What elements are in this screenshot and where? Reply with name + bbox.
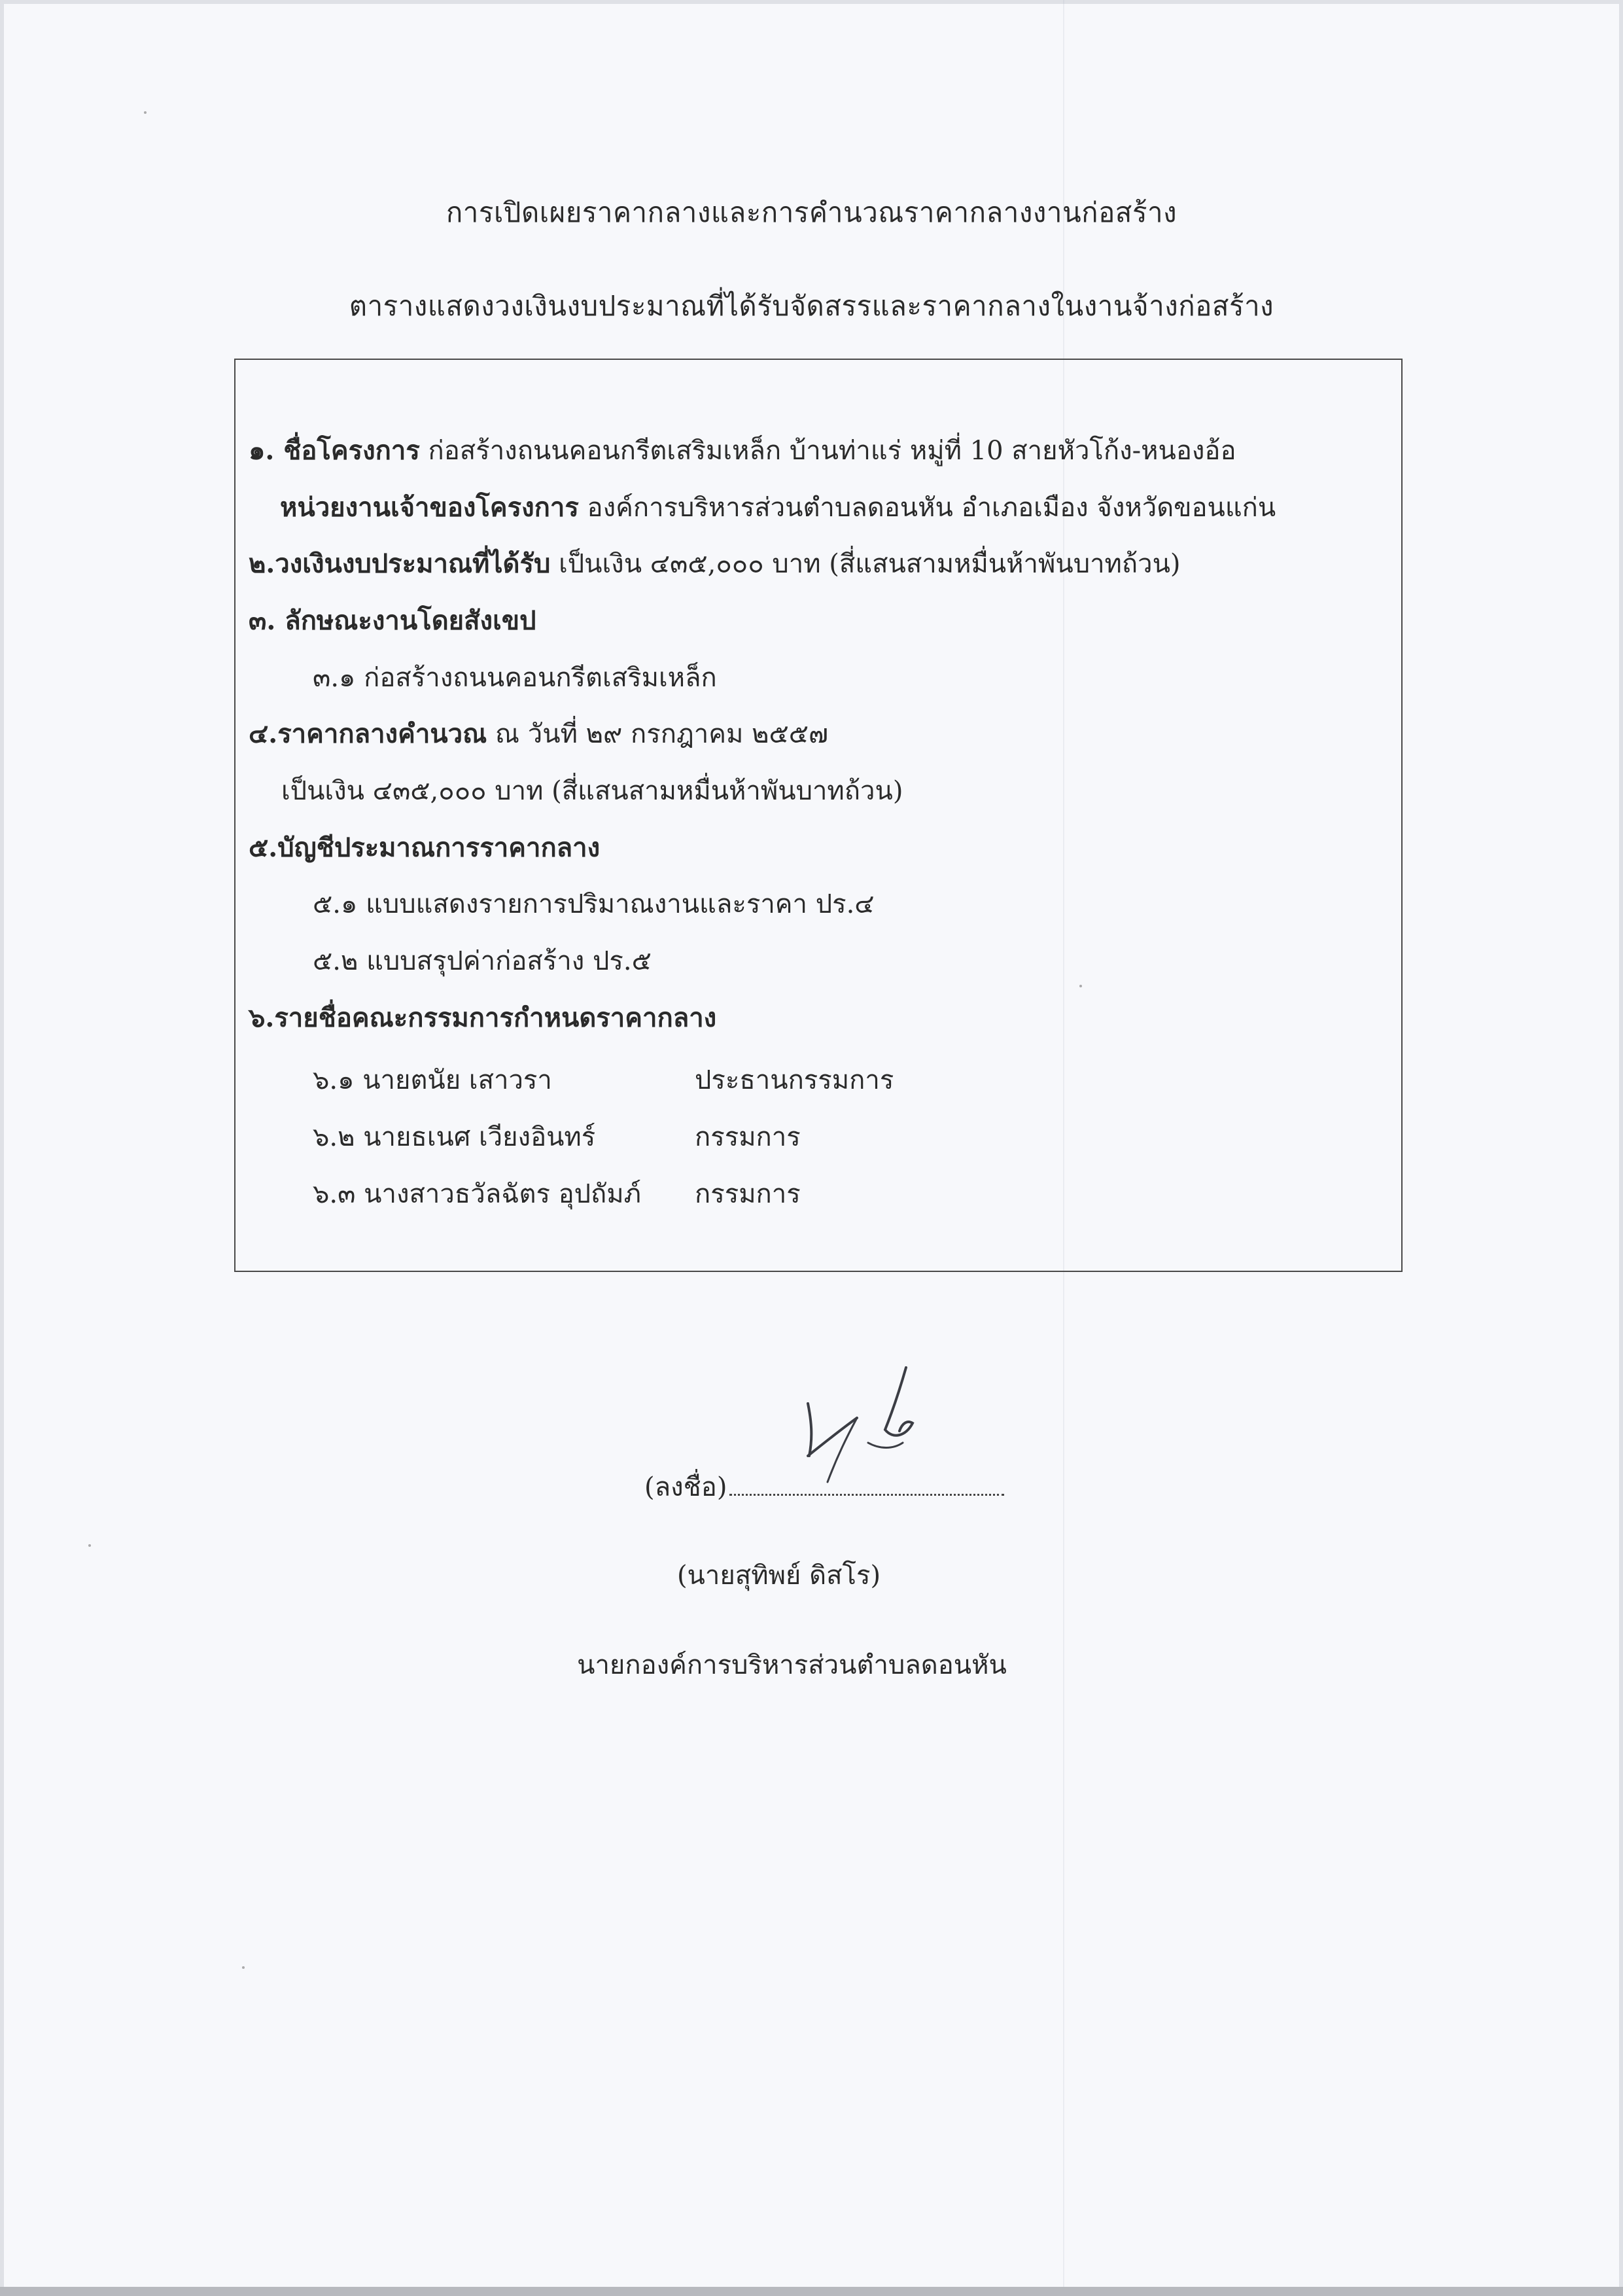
project-owner-label: หน่วยงานเจ้าของโครงการ	[280, 492, 579, 523]
committee-member-name: ๖.๑ นายตนัย เสาวรา	[313, 1065, 552, 1095]
scan-speck	[242, 1966, 245, 1969]
budget-value: เป็นเงิน ๔๓๕,๐๐๐ บาท (สี่แสนสามหมื่นห้าพันบาทถ้วน)	[550, 549, 1181, 579]
budget-label: ๒.วงเงินงบประมาณที่ได้รับ	[249, 548, 551, 579]
work-summary-item: ๓.๑ ก่อสร้างถนนคอนกรีตเสริมเหล็ก	[313, 663, 717, 693]
project-owner-value: องค์การบริหารส่วนตำบลดอนหัน อำเภอเมือง จังหวัดขอนแก่น	[578, 493, 1276, 523]
project-name-value: ก่อสร้างถนนคอนกรีตเสริมเหล็ก บ้านท่าแร่ หมู่ที่ 10 สายหัวโก้ง-หนองอ้อ	[419, 436, 1236, 466]
reference-price-amount: เป็นเงิน ๔๓๕,๐๐๐ บาท (สี่แสนสามหมื่นห้าพันบาทถ้วน)	[281, 776, 903, 806]
committee-member-name: ๖.๒ นายธเนศ เวียงอินทร์	[313, 1122, 596, 1152]
project-owner-row	[280, 492, 1276, 523]
committee-label: ๖.รายชื่อคณะกรรมการกำหนดราคากลาง	[249, 1002, 717, 1033]
document-title: การเปิดเผยราคากลางและการคำนวณราคากลางงานก่อสร้าง	[445, 196, 1178, 228]
reference-price-label: ๔.ราคากลางคำนวณ	[249, 718, 487, 749]
committee-member-name: ๖.๓ นางสาวธวัลฉัตร อุปถัมภ์	[313, 1179, 642, 1209]
project-name-row	[249, 435, 1236, 467]
estimate-item: ๕.๒ แบบสรุปค่าก่อสร้าง ปร.๕	[313, 946, 652, 976]
budget-row	[249, 548, 1181, 580]
committee-member-role: ประธานกรรมการ	[695, 1065, 894, 1095]
scan-speck	[144, 111, 147, 114]
signatory-position: นายกองค์การบริหารส่วนตำบลดอนหัน	[577, 1650, 1007, 1680]
document-subtitle: ตารางแสดงวงเงินงบประมาณที่ได้รับจัดสรรและราคากลางในงานจ้างก่อสร้าง	[349, 290, 1274, 322]
reference-price-row	[249, 718, 828, 750]
signature-line	[644, 1466, 1004, 1508]
signature-dotted-line	[729, 1474, 1004, 1496]
committee-member-role: กรรมการ	[695, 1179, 801, 1209]
sign-label: (ลงชื่อ)	[644, 1472, 727, 1502]
work-summary-label: ๓. ลักษณะงานโดยสังเขป	[249, 605, 536, 636]
scan-bottom-edge	[0, 2287, 1623, 2296]
estimate-item: ๕.๑ แบบแสดงรายการปริมาณงานและราคา ปร.๔	[313, 889, 875, 919]
estimate-list-label: ๕.บัญชีประมาณการราคากลาง	[249, 832, 601, 863]
reference-price-date: ณ วันที่ ๒๙ กรกฎาคม ๒๕๕๗	[487, 719, 829, 749]
committee-member-role: กรรมการ	[695, 1122, 801, 1152]
project-name-label: ๑. ชื่อโครงการ	[249, 435, 420, 466]
signatory-name: (นายสุทิพย์ ดิสโร)	[676, 1561, 881, 1591]
scan-speck	[88, 1544, 91, 1547]
